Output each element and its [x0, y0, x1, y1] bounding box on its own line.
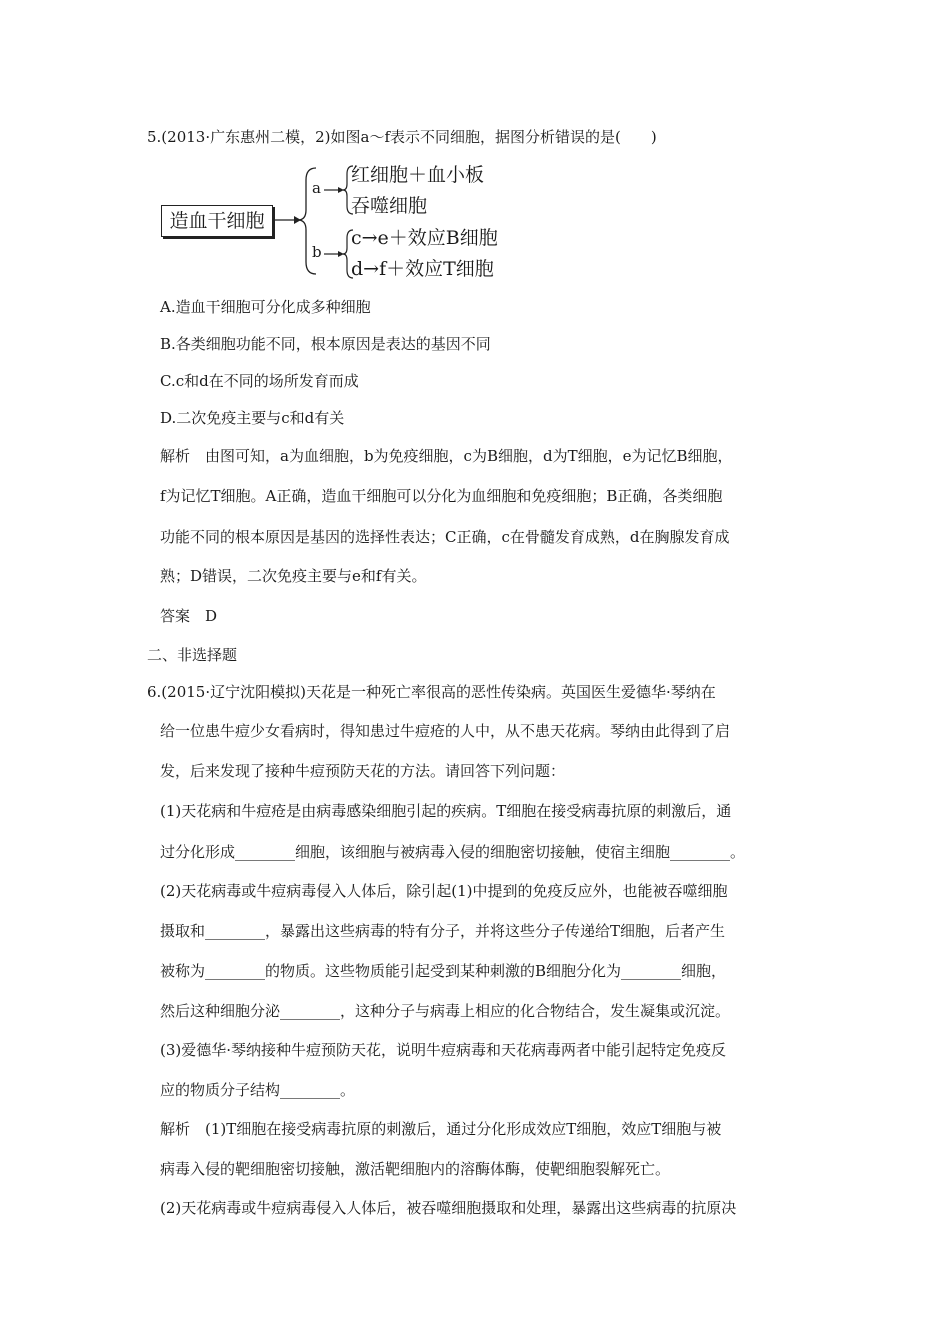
q6-part1-line-2: 过分化形成________细胞，该细胞与被病毒入侵的细胞密切接触，使宿主细胞________。: [160, 843, 746, 861]
branch-a-item-1: 红细胞＋血小板: [351, 164, 485, 186]
branch-b-label: b: [312, 243, 322, 261]
q6-part3-line-1: (3)爱德华·琴纳接种牛痘预防天花，说明牛痘病毒和天花病毒两者中能引起特定免疫反: [160, 1041, 727, 1059]
hematopoiesis-diagram: [158, 158, 578, 283]
q6-analysis-line-3: (2)天花病毒或牛痘病毒侵入人体后，被吞噬细胞摄取和处理，暴露出这些病毒的抗原决: [160, 1199, 737, 1217]
section-title: 二、非选择题: [147, 646, 238, 664]
q6-part2-line-2: 摄取和________，暴露出这些病毒的特有分子，并将这些分子传递给T细胞，后者产生: [160, 922, 726, 940]
q5-analysis-line-3: 功能不同的根本原因是基因的选择性表达；C正确，c在骨髓发育成熟，d在胸腺发育成: [160, 528, 730, 546]
q5-answer: 答案 D: [160, 607, 218, 625]
q6-stem-line-3: 发，后来发现了接种牛痘预防天花的方法。请回答下列问题：: [160, 762, 566, 780]
branch-a-item-2: 吞噬细胞: [351, 195, 428, 217]
q5-option-c: C.c和d在不同的场所发育而成: [160, 372, 359, 390]
q6-part3-line-2: 应的物质分子结构________。: [160, 1081, 356, 1099]
q6-part2-line-1: (2)天花病毒或牛痘病毒侵入人体后，除引起(1)中提到的免疫反应外，也能被吞噬细胞: [160, 882, 728, 900]
branch-a-label: a: [312, 179, 321, 197]
q6-stem-line-2: 给一位患牛痘少女看病时，得知患过牛痘疮的人中，从不患天花病。琴纳由此得到了启: [160, 722, 731, 740]
q6-analysis-line-1: 解析 (1)T细胞在接受病毒抗原的刺激后，通过分化形成效应T细胞，效应T细胞与被: [160, 1120, 722, 1138]
q5-analysis-line-4: 熟；D错误，二次免疫主要与e和f有关。: [160, 567, 427, 585]
q5-analysis-line-1: 解析 由图可知，a为血细胞，b为免疫细胞，c为B细胞，d为T细胞，e为记忆B细胞，: [160, 447, 733, 465]
q6-part2-line-4: 然后这种细胞分泌________，这种分子与病毒上相应的化合物结合，发生凝集或沉淀。: [160, 1002, 731, 1020]
q5-analysis-line-2: f为记忆T细胞。A正确，造血干细胞可以分化为血细胞和免疫细胞；B正确，各类细胞: [160, 487, 723, 505]
branch-b-item-2: d→f＋效应T细胞: [351, 258, 494, 280]
q5-option-b: B.各类细胞功能不同，根本原因是表达的基因不同: [160, 335, 491, 353]
q5-option-d: D.二次免疫主要与c和d有关: [160, 409, 345, 427]
q6-analysis-line-2: 病毒入侵的靶细胞密切接触，激活靶细胞内的溶酶体酶，使靶细胞裂解死亡。: [160, 1160, 671, 1178]
q5-stem: 5.(2013·广东惠州二模，2)如图a～f表示不同细胞，据图分析错误的是( ): [147, 128, 657, 146]
q5-option-a: A.造血干细胞可分化成多种细胞: [160, 298, 371, 316]
q6-part1-line-1: (1)天花病和牛痘疮是由病毒感染细胞引起的疾病。T细胞在接受病毒抗原的刺激后，通: [160, 802, 732, 820]
branch-b-item-1: c→e＋效应B细胞: [351, 227, 498, 249]
stem-cell-box: 造血干细胞: [161, 205, 273, 237]
q6-stem-line-1: 6.(2015·辽宁沈阳模拟)天花是一种死亡率很高的恶性传染病。英国医生爱德华·琴纳在: [147, 683, 716, 701]
q6-part2-line-3: 被称为________的物质。这些物质能引起受到某种刺激的B细胞分化为________细胞，: [160, 962, 727, 980]
